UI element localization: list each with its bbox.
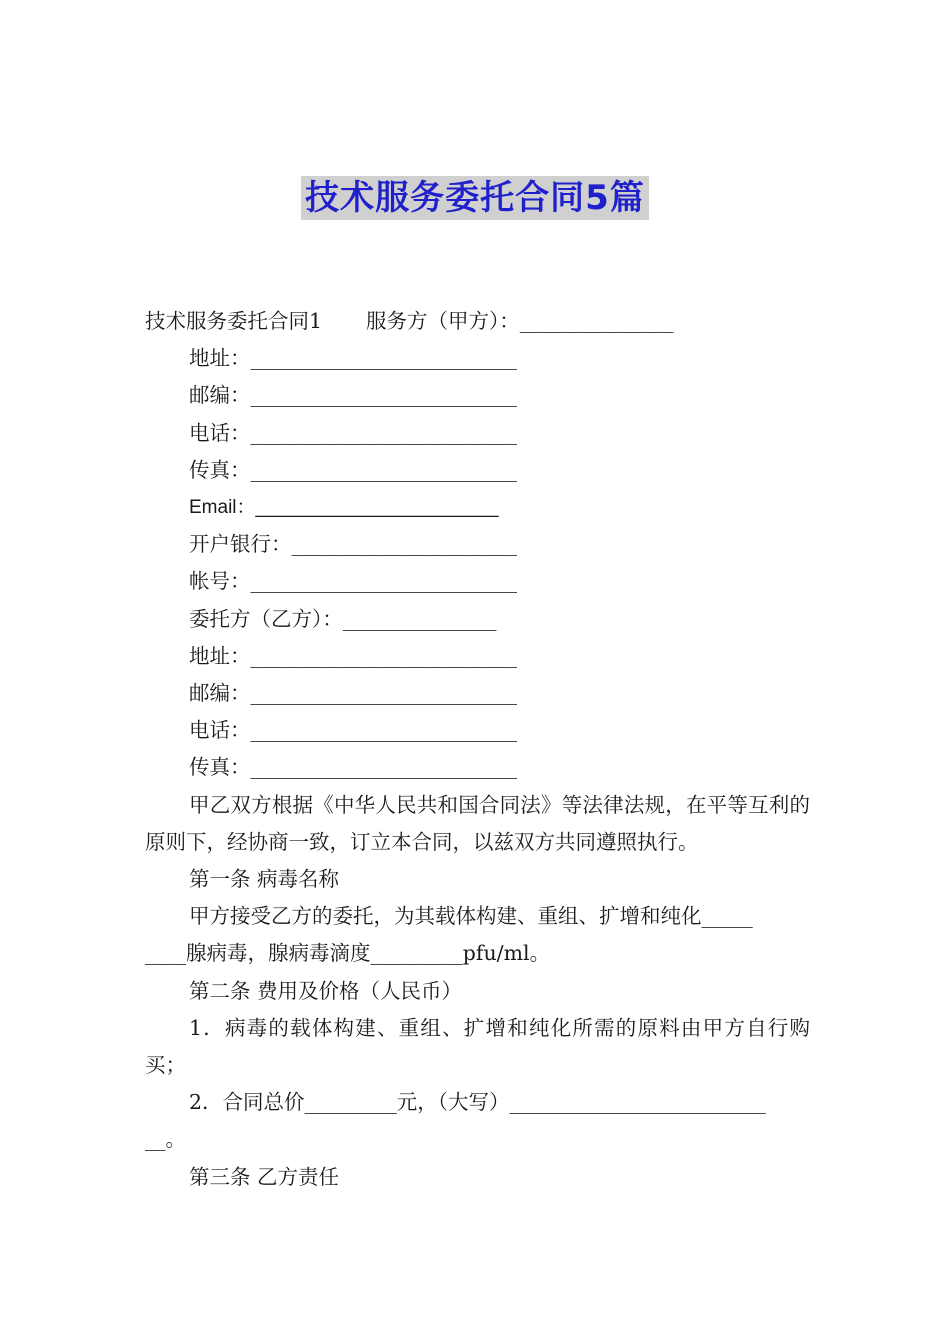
party-b-postcode: 邮编：__________________________ (189, 681, 517, 706)
article-1-text-line2: ____腺病毒，腺病毒滴度_________pfu/ml。 (145, 941, 551, 966)
document-title (0, 176, 950, 220)
preamble-paragraph: 甲乙双方根据《中华人民共和国合同法》等法律法规，在平等互利的原则下，经协商一致，订立本合同，以兹双方共同遵照执行。 (145, 792, 810, 854)
document-body (145, 303, 810, 1196)
party-b-fax: 传真：__________________________ (189, 755, 517, 780)
party-a-postcode: 邮编：__________________________ (189, 383, 517, 408)
contract-number: 技术服务委托合同1 (145, 309, 323, 333)
article-1-text-line1: 甲方接受乙方的委托，为其载体构建、重组、扩增和纯化_____ (189, 904, 753, 929)
party-b-address: 地址：__________________________ (189, 643, 517, 668)
service-party-field: 服务方（甲方）：_______________ (366, 309, 674, 333)
article-2-item-1: 1．病毒的载体构建、重组、扩增和纯化所需的原料由甲方自行购买； (145, 1015, 810, 1078)
party-a-address: 地址：__________________________ (189, 346, 517, 371)
party-a-bank: 开户银行：______________________ (189, 532, 517, 557)
party-a-email: Email：_______________________ (189, 497, 499, 519)
party-a-phone: 电话：__________________________ (189, 420, 517, 445)
article-2-item-2-line1: 2．合同总价_________元，（大写）_________________________ (189, 1090, 766, 1115)
article-3-heading: 第三条 乙方责任 (189, 1164, 340, 1189)
party-a-account: 帐号：__________________________ (189, 569, 517, 594)
contract-heading-line (145, 303, 810, 340)
article-2-item-2-line2: __。 (145, 1127, 186, 1152)
article-2-heading: 第二条 费用及价格（人民币） (189, 978, 463, 1003)
document-title-text: 技术服务委托合同5篇 (301, 176, 649, 220)
party-b-phone: 电话：__________________________ (189, 718, 517, 743)
client-party-field: 委托方（乙方）：_______________ (189, 606, 497, 631)
party-a-fax: 传真：__________________________ (189, 457, 517, 482)
article-1-heading: 第一条 病毒名称 (189, 867, 340, 892)
